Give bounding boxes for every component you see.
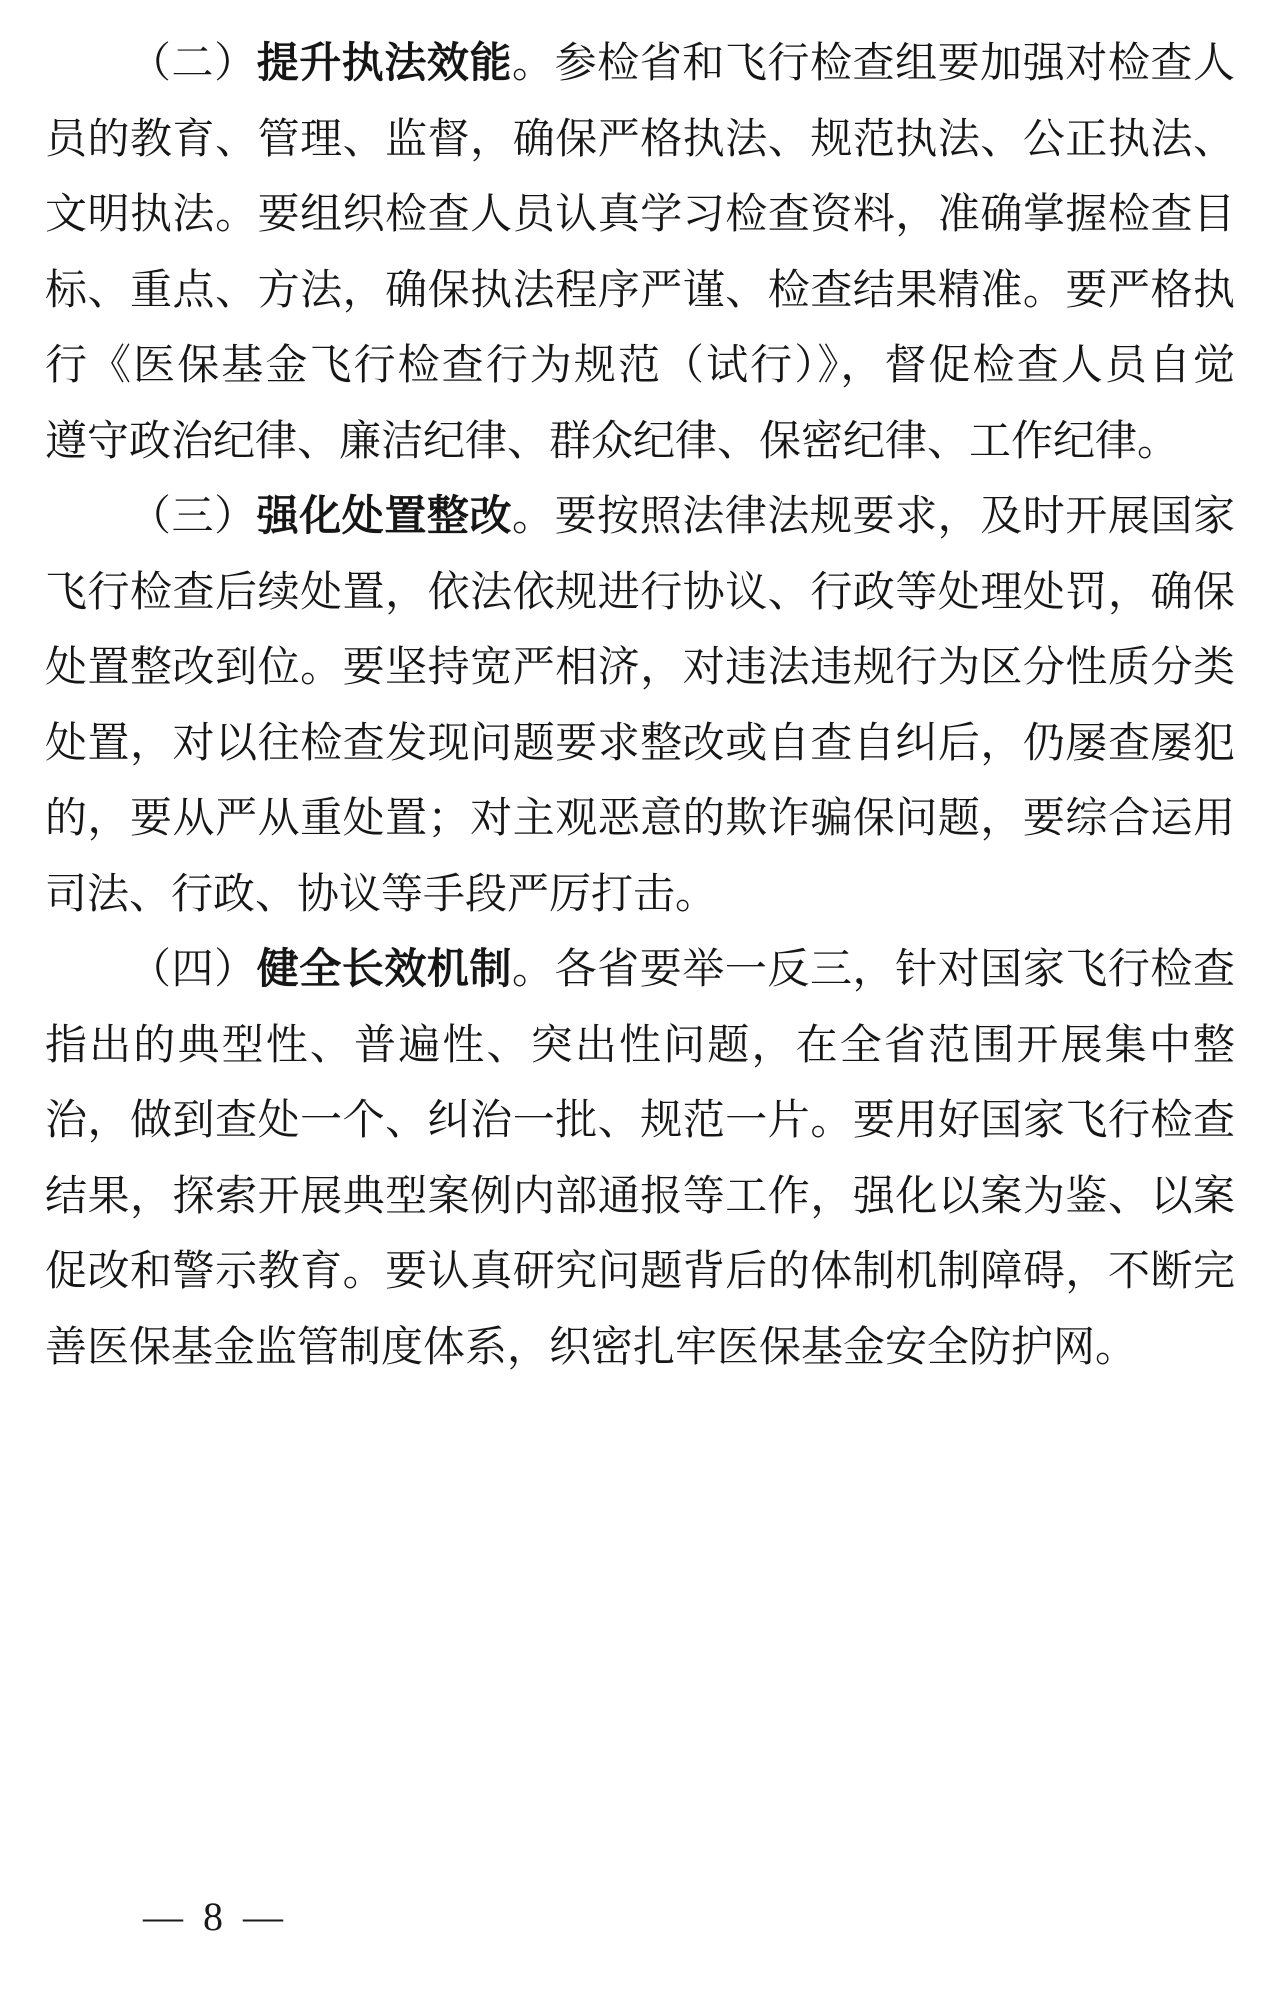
text-line: 的，要从严从重处置；对主观恶意的欺诈骗保问题，要综合运用 — [45, 796, 1235, 842]
text-block — [45, 27, 1235, 1386]
text-line: 标、重点、方法，确保执法程序严谨、检查结果精准。要严格执 — [45, 267, 1235, 314]
text-line: 结果，探索开展典型案例内部通报等工作，强化以案为鉴、以案 — [45, 1173, 1235, 1220]
paragraph-heading: 健全长效机制 — [256, 947, 513, 993]
paragraph-last-line: 善医保基金监管制度体系，织密扎牢医保基金安全防护网。 — [45, 1324, 1138, 1371]
text-line: 员的教育、管理、监督，确保严格执法、规范执法、公正执法、 — [45, 116, 1235, 163]
page-number: — 8 — — [143, 1894, 288, 1939]
text-line: 飞行检查后续处置，依法依规进行协议、行政等处理处罚，确保 — [45, 569, 1235, 616]
paragraph-2 — [45, 480, 1235, 933]
paragraph-first-line — [45, 27, 1235, 103]
text-line: 治，做到查处一个、纠治一批、规范一片。要用好国家飞行检查 — [45, 1098, 1235, 1144]
text-line: 促改和警示教育。要认真研究问题背后的体制机制障碍，不断完 — [45, 1249, 1235, 1295]
paragraph-first-line-text: 。要按照法律法规要求，及时开展国家 — [512, 494, 1235, 540]
paragraph-number: （四） — [129, 947, 257, 993]
paragraph-heading: 提升执法效能 — [256, 41, 513, 87]
text-line: 处置，对以往检查发现问题要求整改或自查自纠后，仍屡查屡犯 — [45, 720, 1235, 767]
paragraph-1 — [45, 27, 1235, 480]
paragraph-first-line-text: 。参检省和飞行检查组要加强对检查人 — [512, 41, 1235, 87]
paragraph-first-line — [45, 480, 1235, 556]
page-footer — [83, 1842, 288, 1992]
paragraph-number: （二） — [129, 41, 257, 87]
paragraph-3 — [45, 933, 1235, 1386]
paragraph-last-line: 遵守政治纪律、廉洁纪律、群众纪律、保密纪律、工作纪律。 — [45, 418, 1180, 465]
paragraph-number: （三） — [129, 494, 257, 540]
text-line: 处置整改到位。要坚持宽严相济，对违法违规行为区分性质分类 — [45, 645, 1235, 691]
paragraph-heading: 强化处置整改 — [256, 494, 513, 540]
paragraph-first-line-text: 。各省要举一反三，针对国家飞行检查 — [512, 947, 1235, 993]
paragraph-last-line: 司法、行政、协议等手段严厉打击。 — [45, 871, 718, 918]
paragraph-first-line — [45, 933, 1235, 1009]
text-line: 指出的典型性、普遍性、突出性问题，在全省范围开展集中整 — [45, 1022, 1235, 1069]
text-line: 文明执法。要组织检查人员认真学习检查资料，准确掌握检查目 — [45, 192, 1235, 238]
text-line: 行《医保基金飞行检查行为规范（试行）》，督促检查人员自觉 — [45, 343, 1235, 389]
